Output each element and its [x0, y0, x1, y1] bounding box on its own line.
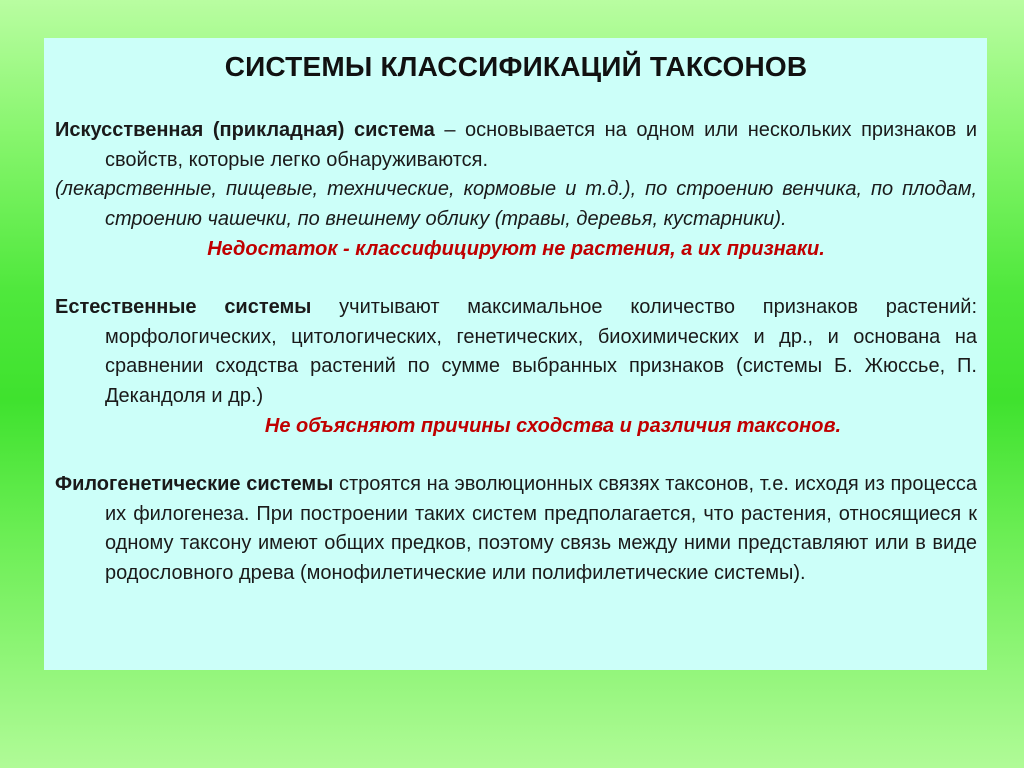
- slide-title: СИСТЕМЫ КЛАССИФИКАЦИЙ ТАКСОНОВ: [224, 51, 808, 82]
- natural-system-description: учитывают максимальное количество признаков растений: морфологических, цитологических, генетических, биохимических и др., и основана на сравнении сходства растений по сумме выбранных признаков (системы Б. Жюссье, П. Декандоля и др.): [105, 296, 977, 407]
- artificial-system-drawback: Недостаток - классифицируют не растения, а их признаки.: [207, 238, 825, 260]
- artificial-system-paragraph: [55, 116, 977, 175]
- artificial-system-term: Искусственная (прикладная) система: [55, 119, 435, 141]
- artificial-system-description: – основывается на одном или нескольких признаков и свойств, которые легко обнаруживаются.: [105, 119, 977, 171]
- natural-system-term: Естественные системы: [55, 296, 312, 318]
- artificial-system-examples: (лекарственные, пищевые, технические, кормовые и т.д.), по строению венчика, по плодам, строению чашечки, по внешнему облику (травы, деревья, кустарники).: [55, 178, 977, 230]
- natural-system-drawback: Не объясняют причины сходства и различия таксонов.: [264, 415, 842, 437]
- phylogenetic-system-description: строятся на эволюционных связях таксонов, т.е. исходя из процесса их филогенеза. При построении таких систем предполагается, что растения, относящиеся к одному таксону имеют общих предков, поэтому связь между ними представляют или в виде родословного древа (монофилетические или полифилетические системы).: [105, 473, 977, 584]
- phylogenetic-system-term: Филогенетические системы: [55, 473, 334, 495]
- natural-system-paragraph: [55, 293, 977, 411]
- spacer: [55, 265, 977, 293]
- phylogenetic-system-paragraph: [55, 470, 977, 588]
- spacer: [55, 442, 977, 470]
- slide-content-panel: [44, 38, 987, 670]
